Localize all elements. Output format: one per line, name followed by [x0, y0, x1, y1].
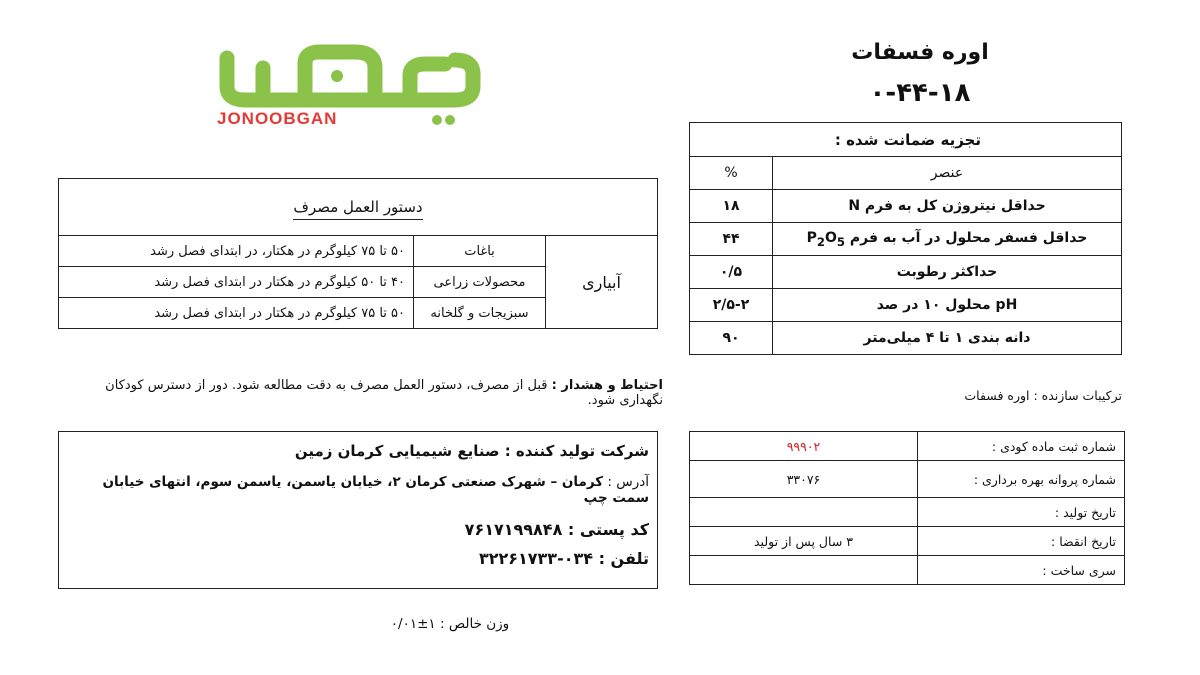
- column-element: عنصر: [773, 157, 1122, 190]
- dose-text: ۵۰ تا ۷۵ کیلوگرم در هکتار، در ابتدای فصل رشد: [59, 236, 414, 267]
- expiry-date-value: ۳ سال پس از تولید: [690, 527, 918, 556]
- column-percent: %: [690, 157, 773, 190]
- production-date-label: تاریخ تولید :: [918, 498, 1125, 527]
- analysis-row: [690, 289, 1122, 322]
- caution-label: احتیاط و هشدار :: [551, 378, 663, 393]
- usage-instructions-table: [58, 178, 658, 329]
- producer-name: شرکت تولید کننده : صنایع شیمیایی کرمان زمین: [294, 442, 649, 460]
- batch-series-value: [690, 556, 918, 585]
- analysis-row: [690, 223, 1122, 256]
- analysis-row: [690, 190, 1122, 223]
- analysis-row: [690, 256, 1122, 289]
- product-name: اوره فسفات: [851, 40, 989, 65]
- producer-info: [58, 431, 658, 589]
- caution-text: قبل از مصرف، دستور العمل مصرف به دقت مطالعه شود. دور از دسترس کودکان نگهداری شود.: [105, 378, 663, 408]
- analysis-value: ۹۰: [690, 322, 773, 355]
- application-method: آبیاری: [546, 236, 658, 329]
- license-number-value: ۳۳۰۷۶: [690, 461, 918, 498]
- composition-text: ترکیبات سازنده : اوره فسفات: [964, 388, 1122, 403]
- crop-type: سبزیجات و گلخانه: [414, 298, 546, 329]
- logo-english-text: JONOOBGAN: [217, 109, 338, 128]
- dose-text: ۴۰ تا ۵۰ کیلوگرم در هکتار در ابتدای فصل رشد: [59, 267, 414, 298]
- caution-note: [58, 378, 663, 408]
- analysis-value: ۲/۵-۲: [690, 289, 773, 322]
- registration-number-label: شماره ثبت ماده کودی :: [918, 432, 1125, 461]
- analysis-label: pH محلول ۱۰ در صد: [773, 289, 1122, 322]
- analysis-label: دانه بندی ۱ تا ۴ میلی‌متر: [773, 322, 1122, 355]
- analysis-row: [690, 322, 1122, 355]
- phone-number: تلفن : ۰۳۴-۳۲۲۶۱۷۳۳: [478, 549, 649, 568]
- analysis-value: ۰/۵: [690, 256, 773, 289]
- registration-number-value: ۹۹۹۰۲: [690, 432, 918, 461]
- analysis-value: ۱۸: [690, 190, 773, 223]
- crop-type: باغات: [414, 236, 546, 267]
- production-date-value: [690, 498, 918, 527]
- analysis-label: حداکثر رطوبت: [773, 256, 1122, 289]
- expiry-date-label: تاریخ انقضا :: [918, 527, 1125, 556]
- dose-text: ۵۰ تا ۷۵ کیلوگرم در هکتار در ابتدای فصل رشد: [59, 298, 414, 329]
- analysis-label: حداقل فسفر محلول در آب به فرم $P_2O_5$: [773, 223, 1122, 256]
- batch-series-label: سری ساخت :: [918, 556, 1125, 585]
- usage-title: دستور العمل مصرف: [59, 179, 658, 236]
- crop-type: محصولات زراعی: [414, 267, 546, 298]
- jonoobgan-logo: [205, 38, 495, 133]
- registration-table: [689, 431, 1125, 585]
- producer-address: آدرس : کرمان – شهرک صنعتی کرمان ۲، خیابان یاسمن، یاسمن سوم، انتهای خیابان سمت چپ: [102, 474, 649, 506]
- postal-code: کد پستی : ۷۶۱۷۱۹۹۸۴۸: [464, 520, 649, 539]
- product-grade: ۰-۴۴-۱۸: [869, 78, 971, 108]
- license-number-label: شماره پروانه بهره برداری :: [918, 461, 1125, 498]
- net-weight: وزن خالص : ۱±۰/۰۱: [390, 616, 510, 632]
- analysis-value: ۴۴: [690, 223, 773, 256]
- analysis-title: تجزیه ضمانت شده :: [690, 123, 1122, 157]
- guaranteed-analysis-table: [689, 122, 1122, 355]
- analysis-label: حداقل نیتروژن کل به فرم N: [773, 190, 1122, 223]
